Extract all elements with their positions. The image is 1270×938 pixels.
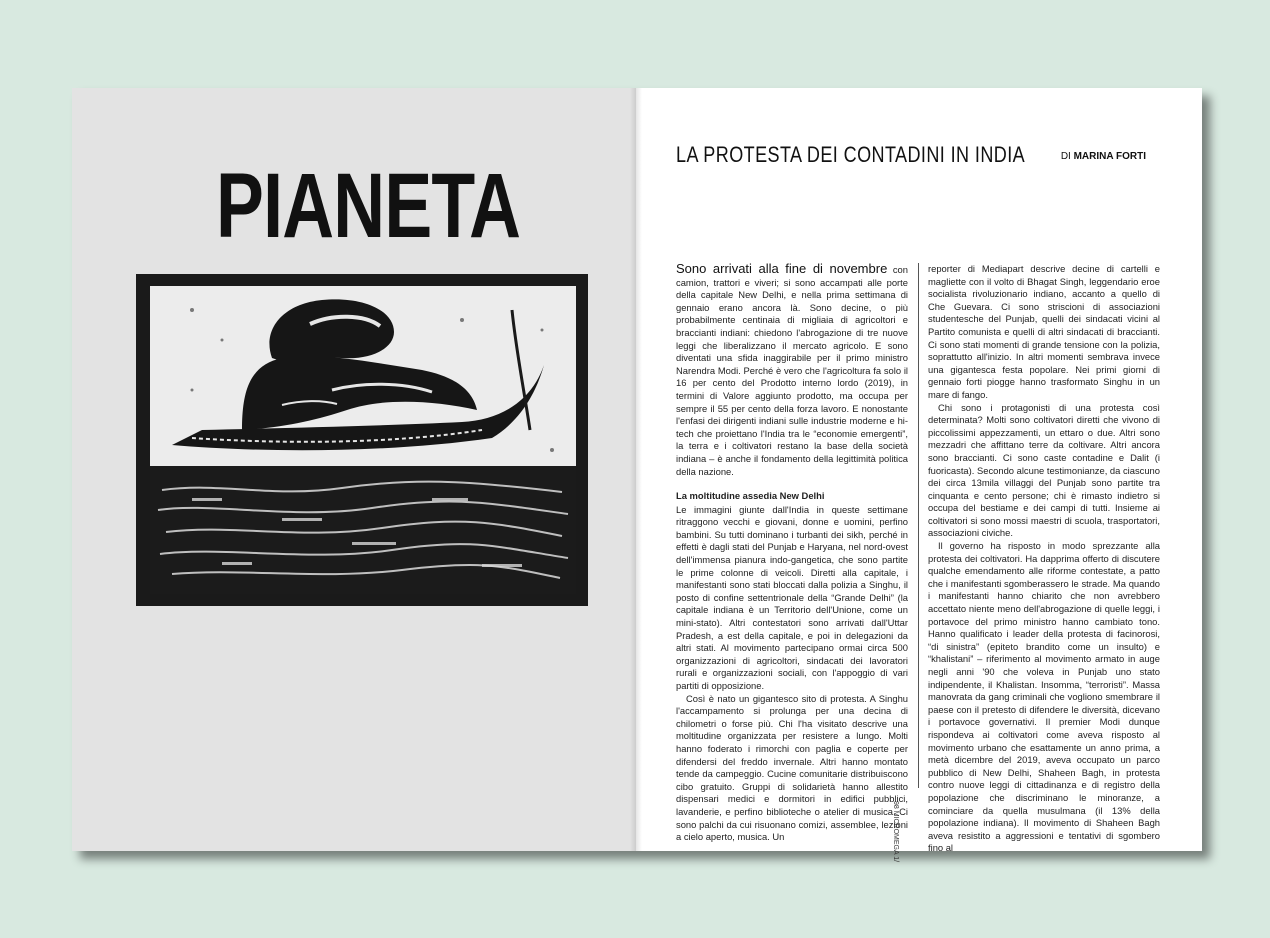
page-folio: 98 MICROMEGA 1/ xyxy=(892,801,899,863)
byline-prefix: DI xyxy=(1060,151,1071,162)
right-page xyxy=(636,88,1202,863)
section-title: PIANETA xyxy=(216,155,521,257)
paragraph xyxy=(676,263,908,478)
paragraph: reporter di Mediapart descrive decine di cartelli e magliette con il volto di Bhagat Singh, leggendario eroe socialista rivoluzionario indiano, accanto a quello di Che Guevara. Ci sono striscioni di associazioni studentesche del Punjab, quelli dei sindacati vicini al Partito comunista e quelli di altri sindacati di braccianti. Ci sono stati momenti di grande tensione con la polizia, soprattutto all'inizio. In altri momenti sembrava invece una gigantesca festa popolare. Nei primi giorni di gennaio forti piogge hanno trasformato Singhu in un mare di fango. xyxy=(928,263,1160,400)
paragraph: Chi sono i protagonisti di una protesta così determinata? Molti sono coltivatori diretti che vivono di piccolissimi appezzamenti, un ettaro o due. Altri sono mezzadri che affittano terre da coltivare. Altri ancora sono braccianti. Ci sono caste contadine e Dalit (i fuoricasta). Secondo alcune testimonianze, da ciascuno dei circa 13mila villaggi del Punjab sono partite tra cinquanta e cento persone; chi è rimasto indietro si occupa del bestiame e dei campi di tutti. Insieme ai coltivatori si sono mossi maestri di scuola, trasportatori, associazioni civiche. xyxy=(928,401,1160,539)
paragraph: Le immagini giunte dall'India in queste settimane ritraggono vecchi e giovani, donne e uomini, perfino bambini. Su tutti dominano i turbanti dei sikh, perché in effetti è dagli stati del Punjab e Haryana, nel nord-ovest dell'immensa pianura indo-gangetica, che sono partite le prime colonne di veicoli. Diretti alla capitale, i manifestanti sono stati bloccati dalla polizia a Singhu, il posto di confine settentrionale della “Grande Delhi” (la capitale indiana è un Territorio dell'Unione, come un mini-stato). Altri contestatori sono arrivati dall'Uttar Pradesh, a est della capitale, e poi in delegazioni da altri stati. Al movimento partecipano ormai circa 500 organizzazioni di agricoltori, sindacati dei lavoratori rurali e organizzazioni sociali, con l'appoggio di vari partiti di opposizione. xyxy=(676,503,908,691)
byline xyxy=(1061,151,1146,162)
left-page xyxy=(72,88,636,851)
paragraph: Il governo ha risposto in modo sprezzante alla protesta dei coltivatori. Ha dapprima offerto di discutere qualche emendamento alle riforme contestate, a patto che i manifestanti sgomberassero le strade. Ma quando i manifestanti hanno chiarito che non avrebbero accettato niente meno dell'abrogazione di quelle leggi, i portavoce del primo ministro hanno cambiato tono. Hanno qualificato i leader della protesta di facinorosi, “di sinistra” (epiteto brandito come un insulto) e “khalistani” – riferimento al movimento armato in auge negli anni '90 che voleva in Punjab uno stato indipendente, il Khalistan. Insomma, “terroristi”. Massa manovrata da gang criminali che vogliono smembrare il paese con il pretesto di difendere le diversità, dicevano i portavoce governativi. Il premier Modi dunque rispondeva ai coltivatori come aveva risposto al movimento urbano che esattamente un anno prima, a metà dicembre del 2019, aveva occupato un parco pubblico di New Delhi, Shaheen Bagh, in protesta contro nuove leggi di cittadinanza e di registro della popolazione che discriminano le minoranze, a cominciare da quella musulmana (il 13% della popolazione indiana). Il movimento di Shaheen Bagh aveva resistito a aggressioni e tentativi di sgombero fino al xyxy=(928,540,1160,854)
column-divider xyxy=(918,263,919,788)
page-fold xyxy=(630,88,642,851)
byline-author: MARINA FORTI xyxy=(1073,151,1146,162)
boat-woodcut-icon xyxy=(132,270,592,610)
subheading: La moltitudine assedia New Delhi xyxy=(676,490,825,502)
article-column-2 xyxy=(928,263,1160,854)
magazine-spread xyxy=(72,88,1202,863)
paragraph: Così è nato un gigantesco sito di protesta. A Singhu l'accampamento si prolunga per una decina di chilometri o forse più. Chi l'ha visitato descrive una moltitudine organizzata per resistere a lungo. Molti hanno foderato i rimorchi con paglia e coperte per difendersi del freddo invernale. Altri hanno montato tende da campeggio. Cucine comunitarie distribuiscono cibo gratuito. Gruppi di solidarietà hanno allestito dispensari medici e dormitori in edifici pubblici, lavanderie, e perfino biblioteche o atelier di musica. Ci sono palchi da cui risuonano comizi, assemblee, lezioni a cielo aperto, musica. Un xyxy=(676,692,908,843)
article-title: LA PROTESTA DEI CONTADINI IN INDIA xyxy=(676,142,1026,167)
lead-continuation: con camion, trattori e viveri; si sono accampati alle porte della capitale New Delhi, e nella prima settimana di gennaio erano ancora là. Sono decine, o più probabilmente centinaia di migliaia di agricoltori e braccianti indiani: chiedono l'abrogazione di tre nuove leggi che liberalizzano il mercato agricolo. E sono diventati una sfida inaggirabile per il primo ministro Narendra Modi. Perché è vero che l'agricoltura fa solo il 16 per cento del Prodotto interno lordo (2019), in termini di Valore aggiunto prodotto, ma occupa per sempre il 55 per cento della forza lavoro. E nonostante l'enfasi dei dirigenti indiani sulle industrie moderne e hi-tech che proiettano l'India tra le “economie emergenti”, la terra e i coltivatori restano la base della società indiana – è anche il fondamento della legittimità politica della nazione. xyxy=(676,264,908,477)
lead-text: Sono arrivati alla fine di novembre xyxy=(676,261,888,276)
